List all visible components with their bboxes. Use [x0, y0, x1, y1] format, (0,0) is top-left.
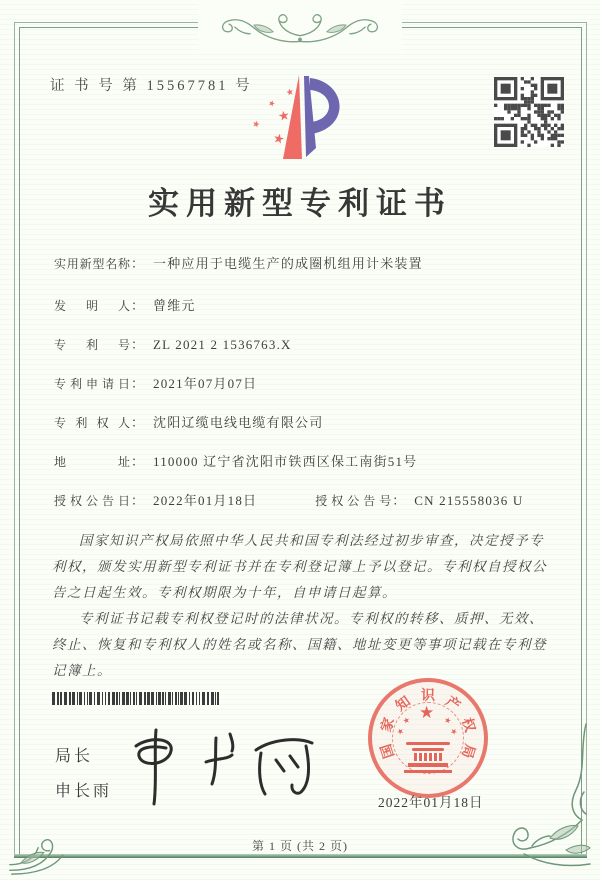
- emblem-big-star-icon: ★: [419, 703, 435, 723]
- field-value: 曾维元: [153, 298, 196, 313]
- legal-paragraph-1: 国家知识产权局依照中华人民共和国专利法经过初步审查，决定授予专利权，颁发实用新型专利证书并在专利登记簿上予以登记。专利权自授权公告之日起生效。专利权期限为十年，自申请日起算。: [52, 533, 547, 600]
- emblem-small-star-icon: ★: [442, 715, 453, 727]
- seal-ring-char: 国: [377, 742, 397, 761]
- barcode-bar: [168, 692, 171, 705]
- logo-star-icon: ★: [266, 98, 277, 109]
- field-row-inventor: [54, 295, 560, 314]
- director-title: 局长: [55, 748, 94, 765]
- certificate-title: 实用新型专利证书: [148, 186, 452, 221]
- field-label: 授权公告日: [54, 494, 130, 508]
- field-row-utility-model-name: [54, 253, 560, 272]
- field-value: CN 215558036 U: [414, 493, 524, 508]
- barcode-bar: [122, 692, 125, 705]
- barcode-bar: [126, 692, 129, 705]
- barcode-bar: [184, 692, 187, 705]
- director-name: 申长雨: [55, 783, 113, 800]
- barcode-bar: [156, 692, 157, 705]
- barcode-bar: [189, 692, 190, 705]
- field-colon: ：: [131, 256, 145, 271]
- logo-star-icon: ★: [276, 107, 291, 124]
- field-colon: ：: [131, 376, 145, 391]
- field-label: 实用新型名称: [54, 257, 130, 271]
- barcode-bar: [84, 692, 85, 705]
- barcode-bar: [112, 692, 115, 705]
- barcode-bar: [108, 692, 110, 705]
- barcode-bar: [130, 692, 131, 705]
- logo-star-icon: ★: [271, 129, 287, 148]
- barcode-bar: [79, 692, 82, 705]
- field-label: 发明人: [54, 299, 130, 313]
- field-colon: ：: [392, 493, 406, 508]
- barcode-bar: [147, 692, 150, 705]
- cnipa-round-seal-icon: [368, 678, 488, 798]
- legal-paragraph-2: 专利证书记载专利权登记时的法律状况。专利权的转移、质押、无效、终止、恢复和专利权人的姓名或名称、国籍、地址变更等事项记载在专利登记簿上。: [52, 611, 547, 678]
- page-number: 第 1 页 (共 2 页): [252, 839, 348, 853]
- field-colon: ：: [131, 415, 145, 430]
- barcode-bar: [64, 692, 67, 705]
- barcode-bar: [158, 692, 161, 705]
- seal-ring-char: 识: [421, 687, 435, 703]
- barcode-bar: [178, 692, 179, 705]
- barcode-bar: [69, 692, 71, 705]
- field-colon: ：: [131, 337, 145, 352]
- barcode-bar: [162, 692, 164, 705]
- barcode-bar: [165, 692, 166, 705]
- barcode-bar: [52, 692, 55, 705]
- emblem-small-star-icon: ★: [394, 726, 406, 738]
- barcode-bar: [116, 692, 118, 705]
- emblem-gate-base: [408, 763, 448, 767]
- barcode-bar: [105, 692, 106, 705]
- barcode-bar: [94, 692, 95, 705]
- barcode-bar: [87, 692, 88, 705]
- barcode-bar: [139, 692, 142, 705]
- field-row-patent-number: [54, 334, 560, 353]
- cnipa-patent-logo-icon: [240, 64, 370, 174]
- certificate-number: 证 书 号 第 15567781 号: [50, 78, 253, 94]
- seal-date: 2022年01月18日: [378, 795, 484, 810]
- seal-ring-char: 权: [459, 715, 479, 734]
- field-row-filing-date: [54, 373, 560, 392]
- barcode-bar: [97, 692, 100, 705]
- field-label: 专利权人: [54, 416, 130, 430]
- barcode-icon: [52, 692, 221, 705]
- field-value: ZL 2021 2 1536763.X: [153, 337, 292, 352]
- barcode-bar: [136, 692, 137, 705]
- barcode-bar: [199, 692, 200, 705]
- barcode-bar: [77, 692, 78, 705]
- field-colon: ：: [131, 454, 145, 469]
- barcode-bar: [172, 692, 173, 705]
- barcode-bar: [196, 692, 197, 705]
- emblem-gate-columns: [414, 753, 442, 761]
- barcode-bar: [207, 692, 209, 705]
- barcode-bar: [72, 692, 75, 705]
- field-value: 110000 辽宁省沈阳市铁西区保工南街51号: [153, 454, 418, 469]
- seal-ring-char: 局: [459, 742, 479, 761]
- barcode-bar: [217, 692, 219, 705]
- emblem-gate-plinth: [404, 770, 452, 773]
- barcode-bar: [119, 692, 120, 705]
- field-row-patentee: [54, 412, 560, 431]
- barcode-bar: [144, 692, 146, 705]
- barcode-bar: [215, 692, 216, 705]
- seal-ring-char: 产: [442, 692, 464, 714]
- qr-code-icon: [494, 77, 564, 147]
- emblem-small-star-icon: ★: [448, 726, 460, 738]
- field-label: 授权公告号: [315, 494, 392, 508]
- field-colon: ：: [131, 493, 145, 508]
- barcode-bar: [151, 692, 154, 705]
- field-label: 专利申请日: [54, 377, 130, 391]
- field-row-grant: [54, 490, 560, 509]
- barcode-bar: [211, 692, 214, 705]
- top-scroll-ornament-icon: [200, 5, 400, 51]
- barcode-bar: [60, 692, 62, 705]
- legal-text: [52, 528, 550, 684]
- barcode-bar: [102, 692, 103, 705]
- field-value: 一种应用于电缆生产的成圈机组用计米装置: [153, 256, 423, 271]
- director-signature-icon: [118, 724, 318, 814]
- barcode-bar: [180, 692, 183, 705]
- barcode-bar: [202, 692, 205, 705]
- barcode-bar: [89, 692, 92, 705]
- field-value: 2022年01月18日: [153, 493, 258, 508]
- national-emblem-icon: [396, 704, 460, 776]
- field-label: 专利号: [54, 338, 130, 352]
- barcode-bar: [133, 692, 135, 705]
- barcode-bar: [192, 692, 194, 705]
- field-value: 沈阳辽缆电线电缆有限公司: [153, 415, 324, 430]
- emblem-gate-roof2: [412, 748, 444, 751]
- emblem-small-star-icon: ★: [401, 715, 412, 727]
- logo-star-icon: ★: [250, 118, 262, 130]
- logo-star-icon: ★: [284, 86, 296, 98]
- barcode-bar: [175, 692, 177, 705]
- field-value: 2021年07月07日: [153, 376, 258, 391]
- field-label: 地址: [54, 455, 130, 469]
- field-row-address: [54, 451, 560, 470]
- seal-ring-char: 家: [377, 715, 397, 734]
- seal-ring-char: 知: [392, 692, 414, 714]
- field-colon: ：: [131, 298, 145, 313]
- barcode-bar: [57, 692, 59, 705]
- emblem-gate-roof: [406, 742, 450, 745]
